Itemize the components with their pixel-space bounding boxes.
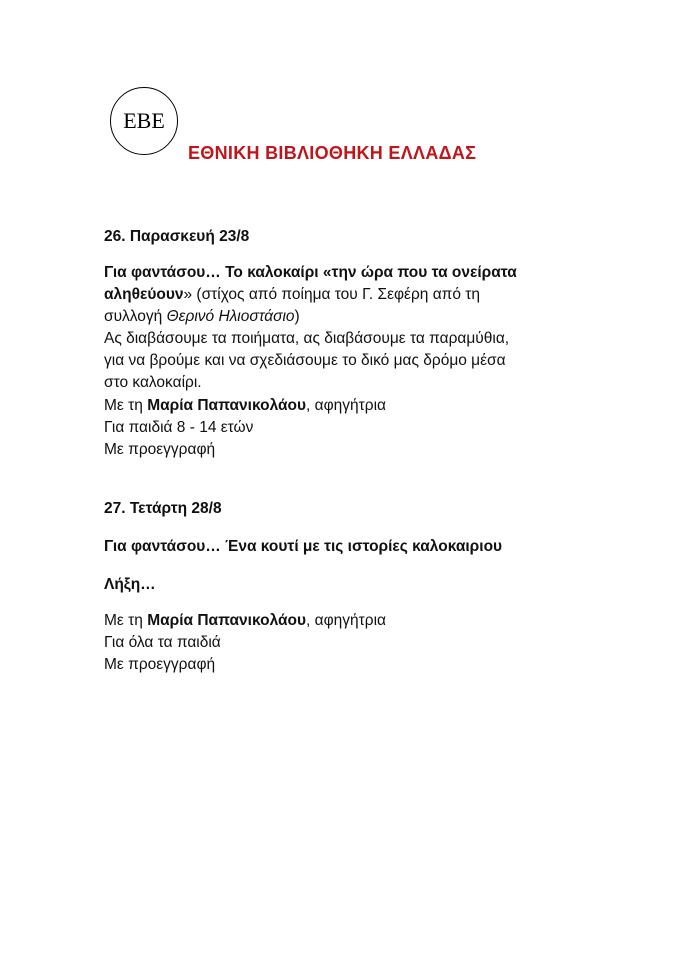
event-27-with-prefix: Με τη	[104, 612, 148, 629]
library-name: ΕΘΝΙΚΗ ΒΙΒΛΙΟΘΗΚΗ ΕΛΛΑΔΑΣ	[188, 143, 477, 163]
event-26-title-rest: » (στίχος από ποίημα του Γ. Σεφέρη από τη	[183, 286, 481, 303]
event-26-narrator-line	[104, 395, 386, 417]
event-26-title-line-2	[104, 284, 480, 306]
event-27-heading: 27. Τετάρτη 28/8	[104, 500, 222, 517]
event-27-closing: Λήξη…	[104, 576, 156, 593]
event-26-ages: Για παιδιά 8 - 14 ετών	[104, 419, 254, 436]
event-26-desc-3: στο καλοκαίρι.	[104, 374, 202, 391]
event-27-title: Για φαντάσου… Ένα κουτί με τις ιστορίες καλοκαιριου	[104, 538, 503, 555]
event-26-collection-title: Θερινό Ηλιοστάσιο	[166, 308, 295, 325]
event-26-desc-2: για να βρούμε και να σχεδιάσουμε το δικό μας δρόμο μέσα	[104, 352, 506, 369]
event-26-narrator: Μαρία Παπανικολάου	[147, 397, 307, 414]
event-27-registration: Με προεγγραφή	[104, 656, 216, 673]
event-26-registration: Με προεγγραφή	[104, 441, 216, 458]
event-27-narrator-role: , αφηγήτρια	[306, 612, 386, 629]
event-26-collection-suffix: )	[294, 308, 300, 325]
logo-text: ΕΒΕ	[123, 108, 165, 133]
event-26-collection-line	[104, 306, 300, 328]
event-27-ages: Για όλα τα παιδιά	[104, 634, 221, 651]
event-26-collection-prefix: συλλογή	[104, 308, 167, 325]
event-27-narrator-line	[104, 610, 386, 632]
event-26-narrator-role: , αφηγήτρια	[306, 397, 386, 414]
event-26-title-bold-2: αληθεύουν	[104, 286, 184, 303]
event-26-title-line-1: Για φαντάσου… Το καλοκαίρι «την ώρα που τα ονείρατα	[104, 264, 517, 281]
event-27-narrator: Μαρία Παπανικολάου	[147, 612, 307, 629]
event-26-desc-1: Ας διαβάσουμε τα ποιήματα, ας διαβάσουμε τα παραμύθια,	[104, 330, 510, 347]
event-26-heading: 26. Παρασκευή 23/8	[104, 228, 250, 245]
event-26-with-prefix: Με τη	[104, 397, 148, 414]
ebe-logo	[110, 87, 178, 155]
